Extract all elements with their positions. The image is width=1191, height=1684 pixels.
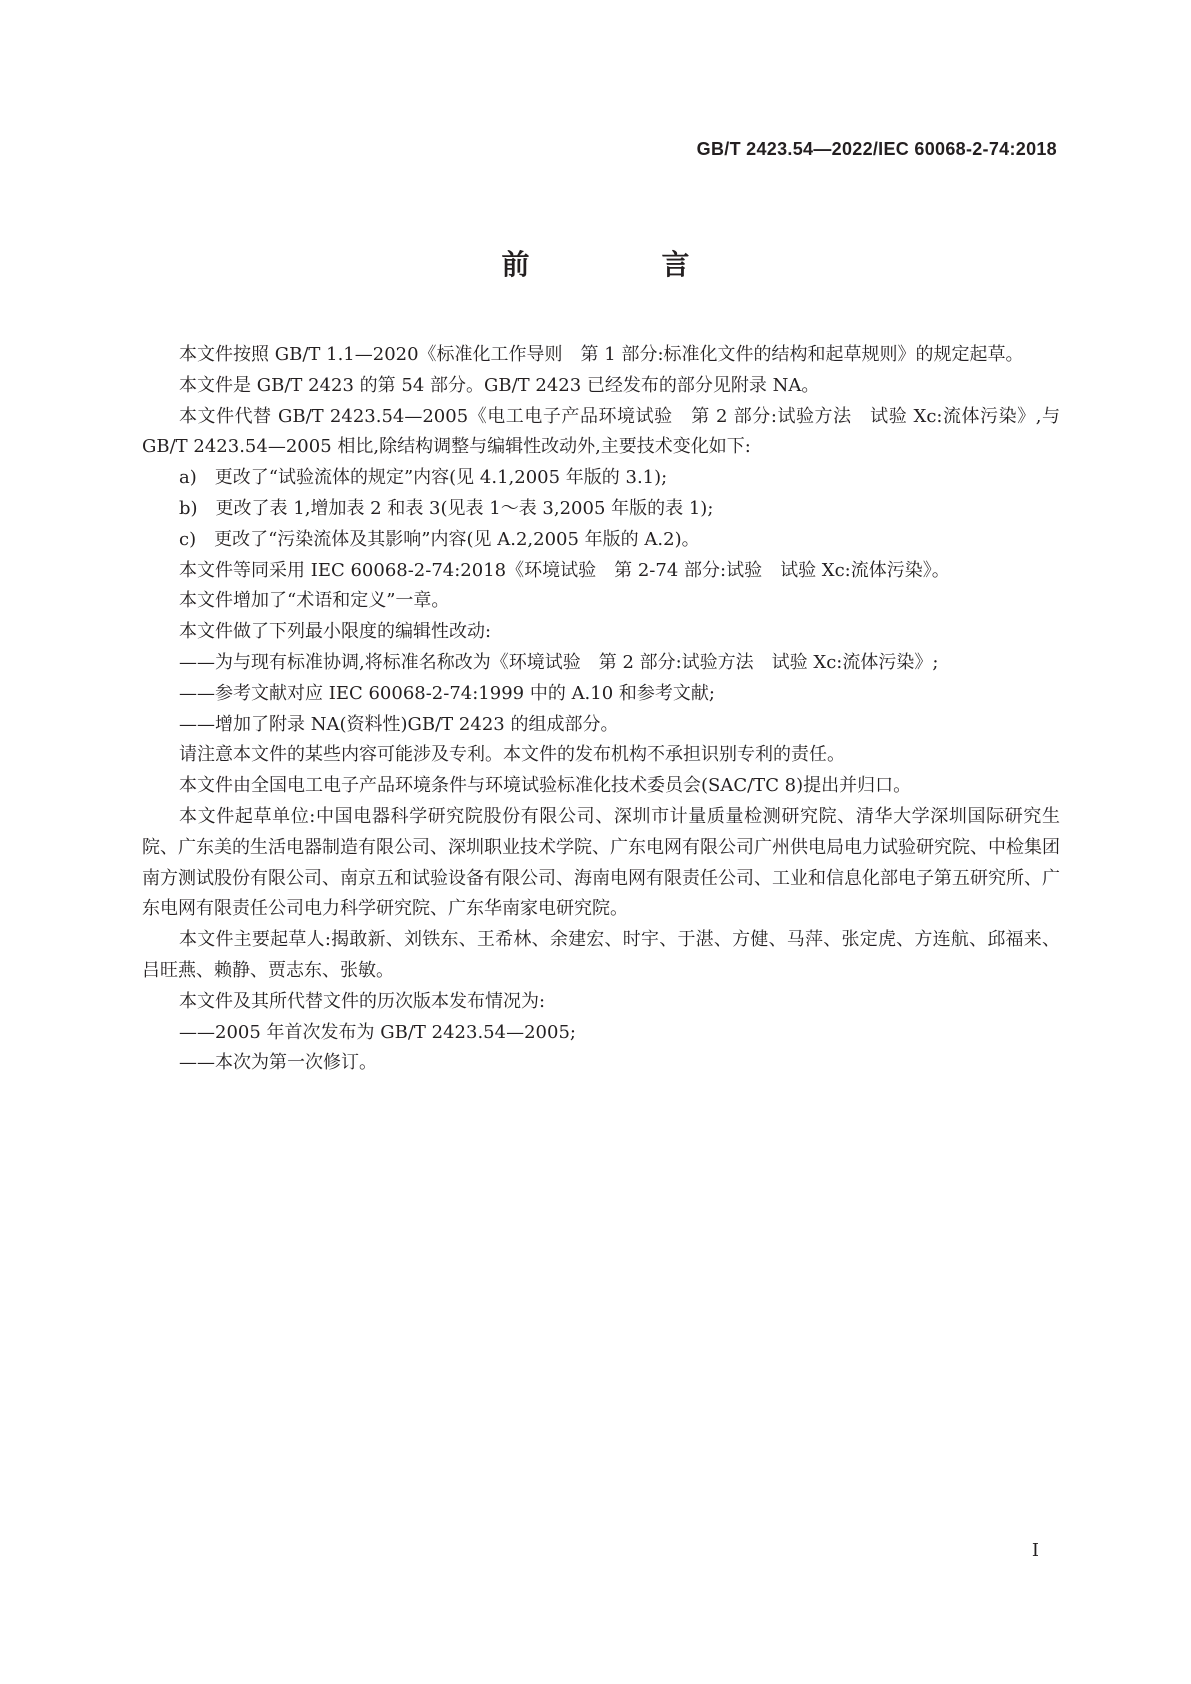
paragraph-editorial-changes: 本文件做了下列最小限度的编辑性改动: <box>179 621 492 643</box>
paragraph-replacement: 本文件代替 GB/T 2423.54—2005《电工电子产品环境试验 第 2 部分:试验方法 试验 Xc:流体污染》,与 GB/T 2423.54—2005 相比,除结构调整与编辑性改动外,主要技术变化如下: <box>142 405 1060 458</box>
page-number: I <box>1031 1540 1039 1561</box>
paragraph-equivalence: 本文件等同采用 IEC 60068-2-74:2018《环境试验 第 2-74 部分:试验 试验 Xc:流体污染》。 <box>179 559 950 581</box>
history-item-2005: ——2005 年首次发布为 GB/T 2423.54—2005; <box>179 1021 576 1043</box>
editorial-item-bibliography: ——参考文献对应 IEC 60068-2-74:1999 中的 A.10 和参考文献; <box>179 682 715 704</box>
standard-code: GB/T 2423.54—2022/IEC 60068-2-74:2018 <box>696 139 1057 159</box>
paragraph-patent-notice: 请注意本文件的某些内容可能涉及专利。本文件的发布机构不承担识别专利的责任。 <box>179 744 845 766</box>
editorial-item-annex: ——增加了附录 NA(资料性)GB/T 2423 的组成部分。 <box>179 713 619 735</box>
paragraph-part-number: 本文件是 GB/T 2423 的第 54 部分。GB/T 2423 已经发布的部分见附录 NA。 <box>179 374 820 396</box>
page-title: 前 言 <box>501 248 742 281</box>
history-item-current: ——本次为第一次修订。 <box>179 1052 377 1074</box>
editorial-item-title: ——为与现有标准协调,将标准名称改为《环境试验 第 2 部分:试验方法 试验 Xc:流体污染》; <box>179 651 939 673</box>
paragraph-terms-added: 本文件增加了“术语和定义”一章。 <box>179 590 450 612</box>
change-item-b: b) 更改了表 1,增加表 2 和表 3(见表 1～表 3,2005 年版的表 1); <box>179 497 714 519</box>
foreword-body <box>142 340 1060 1079</box>
paragraph-drafting-units: 本文件起草单位:中国电器科学研究院股份有限公司、深圳市计量质量检测研究院、清华大学深圳国际研究生院、广东美的生活电器制造有限公司、深圳职业技术学院、广东电网有限公司广州供电局电力试验研究院、中检集团南方测试股份有限公司、南京五和试验设备有限公司、海南电网有限责任公司、工业和信息化部电子第五研究所、广东电网有限责任公司电力科学研究院、广东华南家电研究院。 <box>142 805 1060 920</box>
paragraph-committee: 本文件由全国电工电子产品环境条件与环境试验标准化技术委员会(SAC/TC 8)提出并归口。 <box>179 775 912 797</box>
change-item-c: c) 更改了“污染流体及其影响”内容(见 A.2,2005 年版的 A.2)。 <box>179 528 700 550</box>
change-item-a: a) 更改了“试验流体的规定”内容(见 4.1,2005 年版的 3.1); <box>179 467 668 489</box>
paragraph-drafters: 本文件主要起草人:揭敢新、刘铁东、王希林、余建宏、时宇、于湛、方健、马萍、张定虎、方连航、邱福来、吕旺燕、赖静、贾志东、张敏。 <box>142 929 1060 981</box>
paragraph-history: 本文件及其所代替文件的历次版本发布情况为: <box>179 990 546 1012</box>
paragraph-drafting-rules: 本文件按照 GB/T 1.1—2020《标准化工作导则 第 1 部分:标准化文件的结构和起草规则》的规定起草。 <box>179 344 1024 365</box>
